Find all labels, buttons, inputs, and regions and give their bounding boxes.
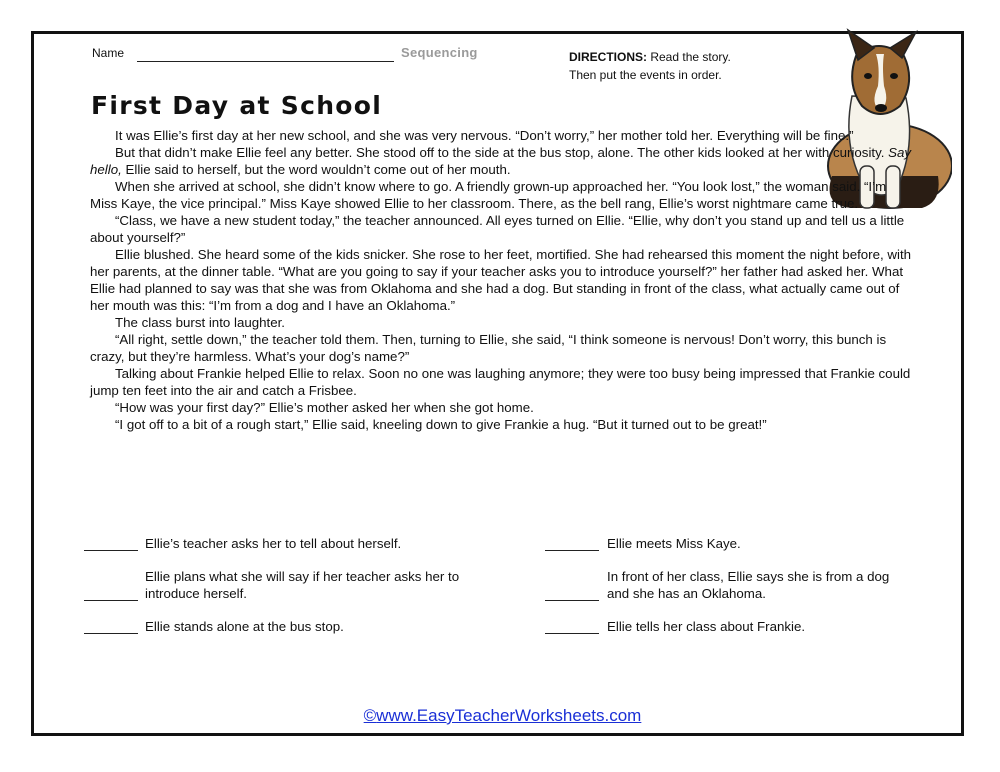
directions-line-1: Read the story. — [650, 50, 731, 64]
event-item: In front of her class, Ellie says she is from a dog and she has an Oklahoma. — [607, 569, 890, 601]
event-item: Ellie plans what she will say if her teacher asks her to introduce herself. — [145, 569, 460, 601]
story-text — [90, 127, 912, 433]
name-field[interactable] — [137, 61, 394, 62]
event-item: Ellie tells her class about Frankie. — [607, 619, 806, 634]
story-paragraph: Ellie blushed. She heard some of the kids snicker. She rose to her feet, mortified. She had rehearsed this moment the night before, with her parents, at the dinner table. “What are you going to say if your teacher asks you to introduce yourself?” her father had asked her. What Ellie had planned to say was that she was from Oklahoma and she had a dog. But standing in front of the class, what actually came out of her mouth was this: “I’m from a dog and I have an Oklahoma.” — [90, 247, 912, 313]
event-item: Ellie meets Miss Kaye. — [607, 536, 741, 551]
worksheet-topic: Sequencing — [401, 45, 478, 60]
directions-label: DIRECTIONS: — [569, 50, 647, 64]
event-item: Ellie’s teacher asks her to tell about herself. — [145, 536, 402, 551]
copyright-symbol: © — [363, 706, 377, 725]
story-paragraph: The class burst into laughter. — [115, 315, 285, 330]
story-paragraph: Talking about Frankie helped Ellie to relax. Soon no one was laughing anymore; they were too busy being impressed that Frankie could jump ten feet into the air and catch a Frisbee. — [90, 366, 911, 398]
name-label: Name — [92, 46, 125, 60]
website-url[interactable]: www.EasyTeacherWorksheets.com — [376, 706, 642, 725]
story-paragraph: “How was your first day?” Ellie’s mother asked her when she got home. — [115, 400, 534, 415]
story-paragraph: “I got off to a bit of a rough start,” Ellie said, kneeling down to give Frankie a hug. “But it turned out to be great!” — [115, 417, 767, 432]
story-paragraph: “Class, we have a new student today,” the teacher announced. All eyes turned on Ellie. “Ellie, why don’t you stand up and tell us a little about yourself?” — [90, 213, 905, 245]
directions-line-2: Then put the events in order. — [569, 68, 722, 82]
story-title: First Day at School — [91, 91, 383, 120]
footer-link[interactable] — [0, 706, 1000, 726]
directions — [569, 48, 731, 84]
italic-phrase: Say hello, — [90, 145, 912, 177]
event-item: Ellie stands alone at the bus stop. — [145, 619, 344, 634]
story-paragraph: But that didn’t make Ellie feel any better. She stood off to the side at the bus stop, alone. The other kids looked at her with curiosity. Say hello, Ellie said to herself, but the word wouldn’t come out of her mouth. — [90, 145, 912, 177]
story-paragraph: “All right, settle down,” the teacher told them. Then, turning to Ellie, she said, “I think someone is nervous! Don’t worry, this bunch is crazy, but they’re harmless. What’s your dog’s name?” — [90, 332, 887, 364]
story-paragraph: It was Ellie’s first day at her new school, and she was very nervous. “Don’t worry,” her mother told her. Everything will be fine.” — [115, 128, 854, 143]
story-paragraph: When she arrived at school, she didn’t know where to go. A friendly grown-up approached her. “You look lost,” the woman said. “I’m Miss Kaye, the vice principal.” Miss Kaye showed Ellie to her classroom. There, as the bell rang, Ellie’s worst nightmare came true. — [90, 179, 887, 211]
